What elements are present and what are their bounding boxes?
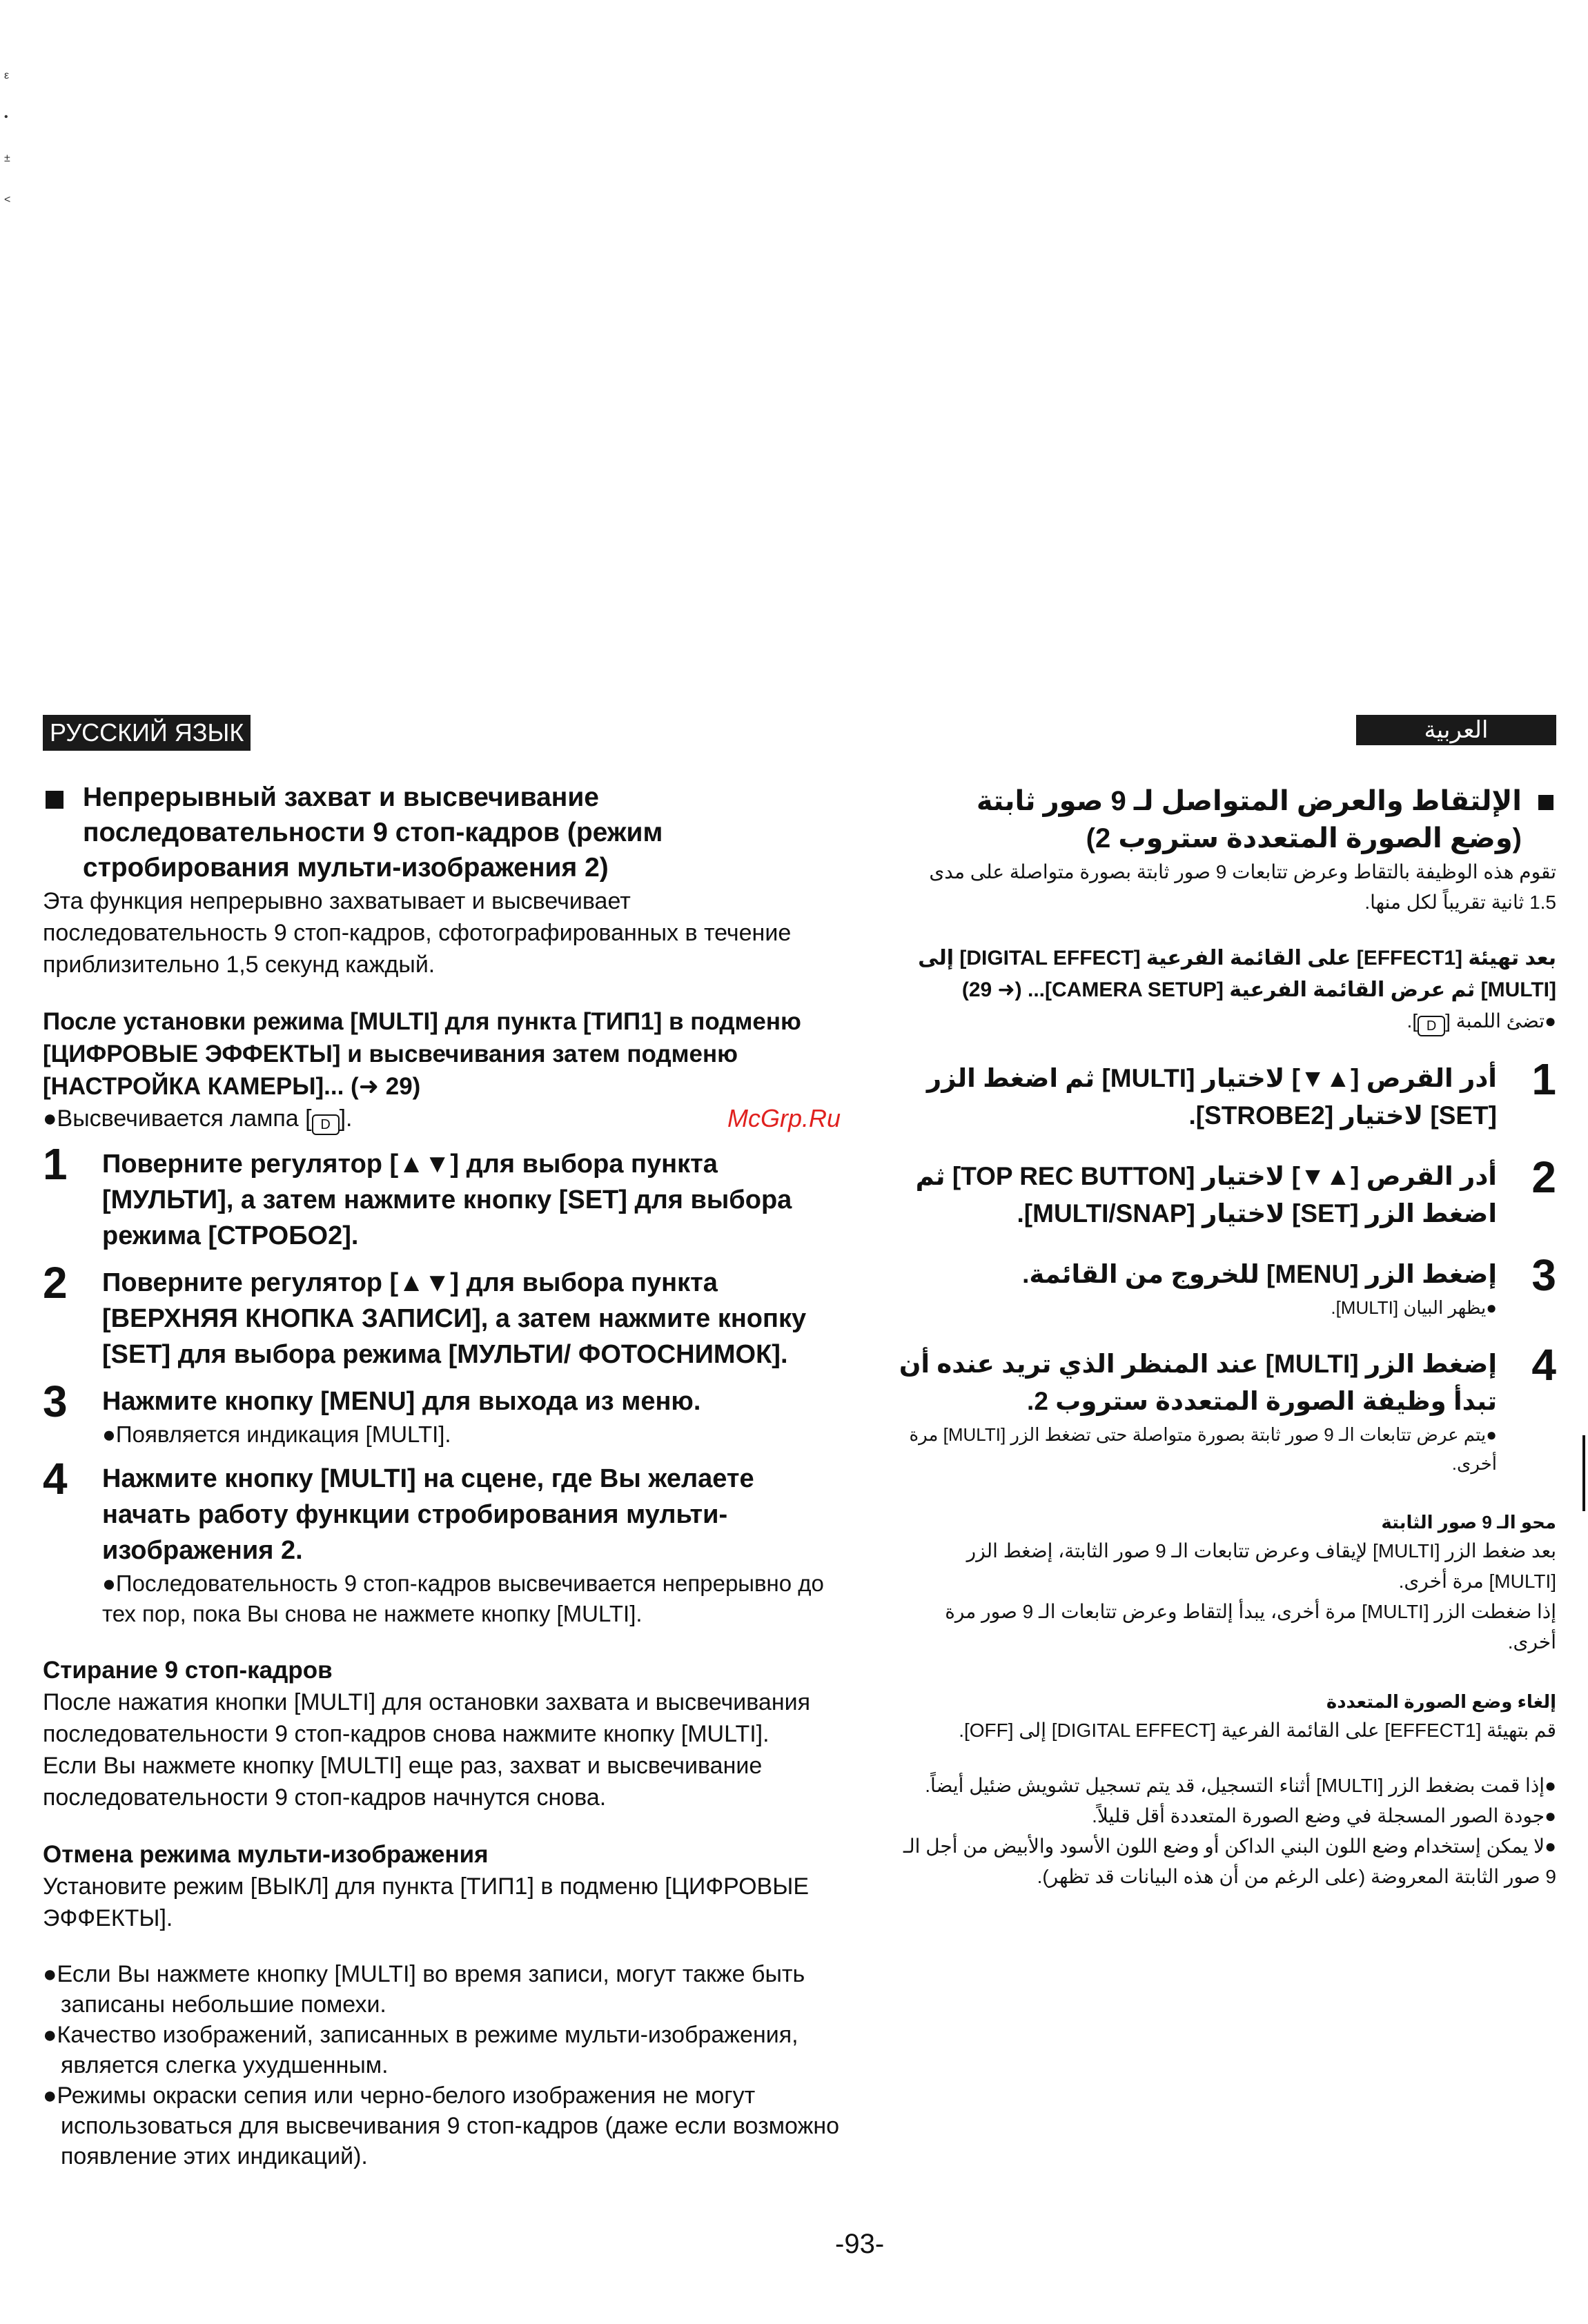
russian-step-3 (43, 1377, 843, 1450)
step-number: 3 (43, 1377, 68, 1426)
russian-step-4 (43, 1454, 843, 1629)
russian-heading-text: Непрерывный захват и высвечивание последовательности 9 стоп-кадров (режим стробирования мульти-изображения 2) (83, 782, 663, 883)
arabic-step-4 (897, 1340, 1556, 1478)
arabic-cancel-text: قم بتهيئة [EFFECT1] على القائمة الفرعية [DIGITAL EFFECT] إلى [OFF]. (959, 1720, 1556, 1741)
russian-step-1 (43, 1139, 843, 1254)
margin-bar (1582, 1435, 1585, 1511)
page-number: -93- (835, 2229, 885, 2259)
step-text: Поверните регулятор [▲▼] для выбора пункта [ВЕРХНЯЯ КНОПКА ЗАПИСИ], а затем нажмите кнопку [SET] для выбора режима [МУЛЬТИ/ ФОТОСНИМОК]. (102, 1268, 807, 1369)
step-text: Нажмите кнопку [MULTI] на сцене, где Вы желаете начать работу функции стробирования мульти-изображения 2. (102, 1464, 754, 1565)
lamp-note-suffix: ]. (1406, 1010, 1418, 1032)
arabic-lamp-note (897, 1006, 1556, 1036)
lamp-note-suffix: ]. (339, 1105, 353, 1132)
arabic-erase-title: محو الـ 9 صور الثابتة (1381, 1512, 1556, 1533)
square-bullet-icon (1538, 795, 1553, 810)
step-note: ●Появляется индикация [MULTI]. (102, 1421, 451, 1447)
arabic-erase-text-1: بعد ضغط الزر [MULTI] لإيقاف وعرض تتابعات الـ 9 صور الثابتة، إضغط الزر [MULTI] مرة أخرى. (966, 1540, 1556, 1592)
lamp-icon: D (1418, 1016, 1445, 1036)
step-note: ●يظهر البيان [MULTI]. (1331, 1297, 1497, 1318)
step-number: 1 (1531, 1054, 1556, 1104)
step-text: Нажмите кнопку [MENU] для выхода из меню. (102, 1387, 701, 1416)
step-text: إضغط الزر [MULTI] عند المنظر الذي تريد عنده أن تبدأ وظيفة الصورة المتعددة ستروب 2. (899, 1350, 1497, 1415)
arabic-step-3 (897, 1250, 1556, 1322)
step-text: إضغط الزر [MENU] للخروج من القائمة. (1022, 1260, 1497, 1288)
russian-column (43, 715, 843, 2172)
russian-erase-text-2: Если Вы нажмете кнопку [MULTI] еще раз, захват и высвечивание последовательности 9 стоп-кадров начнутся снова. (43, 1753, 763, 1811)
arabic-section-heading (897, 782, 1556, 857)
arabic-step-2 (897, 1152, 1556, 1232)
note-item: ●إذا قمت بضغط الزر [MULTI] أثناء التسجيل، قد يتم تسجيل تشويش ضئيل أيضاً. (925, 1775, 1556, 1796)
note-item: ●جودة الصور المسجلة في وضع الصورة المتعددة أقل قليلاً. (1092, 1805, 1556, 1826)
russian-intro: Эта функция непрерывно захватывает и высвечивает последовательность 9 стоп-кадров, сфотографированных в течение приблизительно 1,5 секунд каждый. (43, 888, 792, 978)
russian-lamp-note (43, 1103, 843, 1135)
margin-marks (4, 55, 18, 221)
russian-section-heading (43, 780, 843, 885)
watermark: McGrp.Ru (727, 1104, 841, 1132)
lamp-note-prefix: ●Высвечивается лампа [ (43, 1105, 312, 1132)
step-number: 4 (1531, 1340, 1556, 1390)
step-number: 2 (43, 1258, 68, 1308)
note-item: ●Если Вы нажмете кнопку [MULTI] во время записи, могут также быть записаны небольшие помехи. (43, 1961, 805, 2018)
margin-mark: • (4, 111, 8, 123)
arabic-erase-text-2: إذا ضغطت الزر [MULTI] مرة أخرى، يبدأ إلتقاط وعرض تتابعات الـ 9 صور مرة أخرى. (945, 1601, 1556, 1653)
arabic-cancel-title: إلغاء وضع الصورة المتعددة (1326, 1691, 1556, 1712)
note-item: ●Режимы окраски сепия или черно-белого изображения не могут использоваться для высвечивания 9 стоп-кадров (даже если возможно появление этих индикаций). (43, 2082, 840, 2169)
arabic-intro: تقوم هذه الوظيفة بالتقاط وعرض تتابعات 9 صور ثابتة بصورة متواصلة على مدى 1.5 ثانية تقريباً لكل منها. (929, 861, 1556, 913)
note-item: ●Качество изображений, записанных в режиме мульти-изображения, является слегка ухудшенным. (43, 2022, 798, 2078)
russian-cancel-text: Установите режим [ВЫКЛ] для пункта [ТИП1] в подменю [ЦИФРОВЫЕ ЭФФЕКТЫ]. (43, 1873, 809, 1931)
margin-mark: ε (4, 70, 10, 81)
russian-cancel-title: Отмена режима мульти-изображения (43, 1841, 489, 1868)
russian-erase-title: Стирание 9 стоп-кадров (43, 1657, 333, 1684)
step-number: 1 (43, 1139, 68, 1189)
step-text: Поверните регулятор [▲▼] для выбора пункта [МУЛЬТИ], а затем нажмите кнопку [SET] для выбора режима [СТРОБО2]. (102, 1150, 792, 1250)
russian-setup-instruction: После установки режима [MULTI] для пункта [ТИП1] в подменю [ЦИФРОВЫЕ ЭФФЕКТЫ] и высвечивания затем подменю [НАСТРОЙКА КАМЕРЫ]... (➜ 29) (43, 1008, 801, 1100)
arabic-language-label: العربية (1356, 715, 1556, 745)
arabic-column (897, 715, 1556, 1892)
russian-step-2 (43, 1258, 843, 1372)
arabic-setup-instruction: بعد تهيئة [EFFECT1] على القائمة الفرعية [DIGITAL EFFECT] إلى [MULTI] ثم عرض القائمة الفرعية [CAMERA SETUP]... (➜ 29) (918, 947, 1556, 1001)
square-bullet-icon (46, 791, 63, 809)
step-number: 4 (43, 1454, 68, 1504)
lamp-note-prefix: ●تضئ اللمبة [ (1445, 1010, 1556, 1032)
step-note: ●Последовательность 9 стоп-кадров высвечивается непрерывно до тех пор, пока Вы снова не нажмете кнопку [MULTI]. (102, 1570, 824, 1626)
russian-language-label: РУССКИЙ ЯЗЫК (43, 715, 251, 751)
russian-notes (43, 1959, 843, 2172)
step-number: 3 (1531, 1250, 1556, 1300)
arabic-notes (897, 1771, 1556, 1892)
arabic-step-1 (897, 1054, 1556, 1134)
arabic-heading-text: الإلتقاط والعرض المتواصل لـ 9 صور ثابتة (وضع الصورة المتعددة ستروب 2) (976, 786, 1522, 854)
lamp-icon: D (312, 1114, 340, 1135)
step-text: أدر القرص [▲▼] لاختيار [MULTI] ثم اضغط الزر [SET] لاختيار [STROBE2]. (926, 1064, 1497, 1130)
step-number: 2 (1531, 1152, 1556, 1202)
step-text: أدر القرص [▲▼] لاختيار [TOP REC BUTTON] ثم اضغط الزر [SET] لاختيار [MULTI/SNAP]. (915, 1162, 1497, 1228)
margin-mark: ± (4, 152, 10, 164)
note-item: ●لا يمكن إستخدام وضع اللون البني الداكن أو وضع اللون الأسود والأبيض من أجل الـ 9 صور الثابتة المعروضة (على الرغم من أن هذه البيانات قد تظهر). (903, 1835, 1556, 1887)
russian-erase-text-1: После нажатия кнопки [MULTI] для остановки захвата и высвечивания последовательности 9 стоп-кадров снова нажмите кнопку [MULTI]. (43, 1689, 811, 1747)
step-note: ●يتم عرض تتابعات الـ 9 صور ثابتة بصورة متواصلة حتى تضغط الزر [MULTI] مرة أخرى. (909, 1424, 1497, 1474)
margin-mark: ˂ (4, 194, 11, 206)
